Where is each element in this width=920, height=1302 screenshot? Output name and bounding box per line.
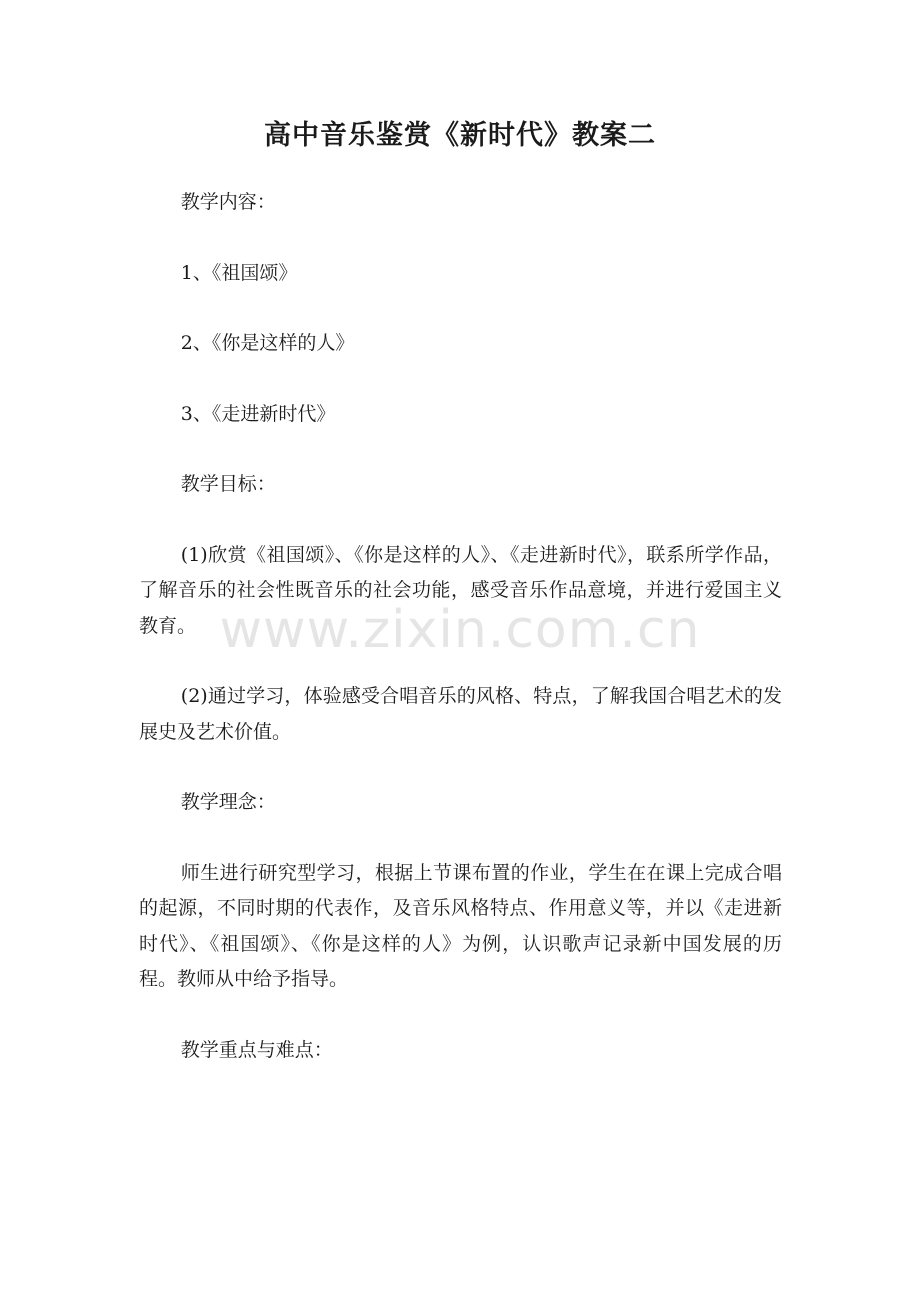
document-body [139,185,782,1103]
paragraph-item-2: 2、《你是这样的人》 [180,332,355,354]
paragraph-item-3: 3、《走进新时代》 [180,402,336,425]
paragraph-item-1: 1、《祖国颂》 [180,261,298,284]
paragraph-teaching-content-heading: 教学内容： [180,191,276,213]
paragraph-key-points-heading: 教学重点与难点： [180,1038,333,1061]
watermark: www.zixin.com.cn [219,600,701,660]
paragraph-teaching-goals-heading: 教学目标： [180,473,276,495]
paragraph-goal-1: (1)欣赏《祖国颂》、《你是这样的人》、《走进新时代》，联系所学作品，了解音乐的社会性既音乐的社会功能，感受音乐作品意境，并进行爱国主义教育。 [139,543,782,637]
paragraph-teaching-concept-heading: 教学理念： [180,791,276,813]
document-title: 高中音乐鉴赏《新时代》教案二 [264,120,656,151]
paragraph-teaching-concept: 师生进行研究型学习，根据上节课布置的作业，学生在在课上完成合唱的起源，不同时期的代表作，及音乐风格特点、作用意义等，并以《走进新时代》、《祖国颂》、《你是这样的人》为例，认识歌声记录新中国发展的历程。教师从中给予指导。 [139,861,782,990]
paragraph-goal-2: (2)通过学习，体验感受合唱音乐的风格、特点，了解我国合唱艺术的发展史及艺术价值。 [139,685,782,743]
